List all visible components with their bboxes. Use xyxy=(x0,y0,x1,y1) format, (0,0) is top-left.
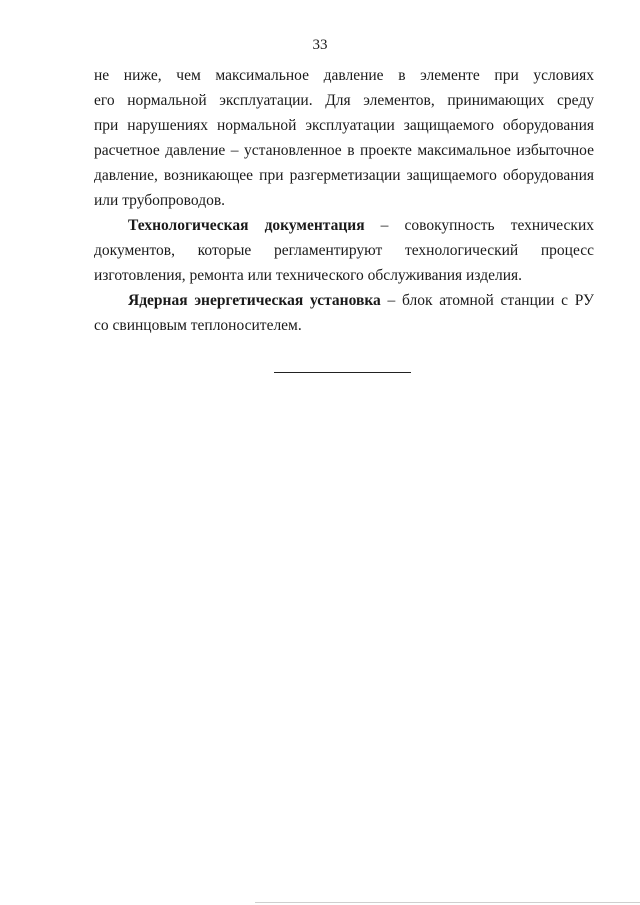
document-body xyxy=(94,63,594,338)
section-end-rule xyxy=(274,372,411,373)
definition-first-line xyxy=(94,213,594,238)
page-bottom-edge xyxy=(255,902,640,903)
text-line: не ниже, чем максимальное давление в элементе при условиях xyxy=(94,67,594,84)
text-line: или трубопроводов. xyxy=(94,192,226,209)
text-line: при нарушениях нормальной эксплуатации защищаемого оборудования xyxy=(94,117,594,134)
definition-text: – блок атомной станции с РУ xyxy=(380,292,594,309)
text-line: со свинцовым теплоносителем. xyxy=(94,317,302,334)
definition-technological-documentation xyxy=(94,213,594,288)
defined-term: Ядерная энергетическая установка xyxy=(128,292,381,309)
text-line: его нормальной эксплуатации. Для элементов, принимающих среду xyxy=(94,92,594,109)
defined-term: Технологическая документация xyxy=(128,217,365,234)
text-line: давление, возникающее при разгерметизации защищаемого оборудования xyxy=(94,167,594,184)
page-number: 33 xyxy=(312,37,328,53)
text-line: документов, которые регламентируют технологический процесс xyxy=(94,242,594,259)
definition-text: – совокупность технических xyxy=(364,217,595,234)
text-line: расчетное давление – установленное в проекте максимальное избыточное xyxy=(94,142,594,159)
text-line: изготовления, ремонта или технического обслуживания изделия. xyxy=(94,267,522,284)
definition-first-line xyxy=(94,288,594,313)
paragraph-pressure-continuation xyxy=(94,63,594,213)
definition-nuclear-power-unit xyxy=(94,288,594,338)
